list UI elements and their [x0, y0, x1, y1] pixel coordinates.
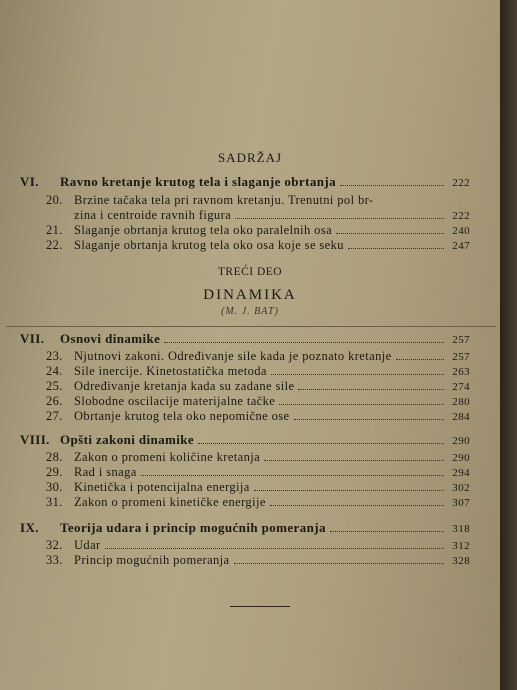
part-title: TREĆI DEO — [217, 266, 283, 278]
toc-chapter-vii — [20, 331, 470, 347]
toc-entry-28 — [46, 450, 470, 465]
toc-entry-26 — [46, 394, 470, 409]
entry-number: VII. — [20, 331, 45, 346]
entry-number: VI. — [20, 174, 39, 189]
dot-leader — [330, 523, 444, 532]
dot-leader — [105, 541, 444, 550]
toc-entry-25 — [46, 379, 470, 394]
entry-title-continued: zina i centroide ravnih figura — [74, 208, 232, 222]
toc-entry-21 — [46, 223, 470, 238]
entry-title: Slobodne oscilacije materijalne tačke — [74, 394, 276, 408]
entry-number: 29. — [46, 465, 63, 479]
page-number: 328 — [452, 555, 470, 567]
entry-title: Opšti zakoni dinamike — [60, 432, 195, 447]
entry-title: Udar — [74, 538, 101, 552]
toc-entry-27 — [46, 409, 470, 424]
dot-leader — [234, 556, 444, 565]
toc-entry-24 — [46, 364, 470, 379]
entry-number: 28. — [46, 450, 63, 464]
toc-entry-31 — [46, 495, 470, 510]
dot-leader — [264, 453, 444, 462]
toc-entry-20 — [46, 193, 470, 208]
page-number: 257 — [452, 334, 470, 346]
entry-number: 27. — [46, 409, 63, 423]
dot-leader — [336, 226, 444, 235]
entry-title: Kinetička i potencijalna energija — [74, 480, 250, 494]
entry-title: Njutnovi zakoni. Određivanje sile kada je poznato kretanje — [74, 349, 392, 363]
entry-number: IX. — [20, 520, 39, 535]
dot-leader — [141, 468, 444, 477]
entry-number: 22. — [46, 238, 63, 252]
entry-number: 24. — [46, 364, 63, 378]
dot-leader — [294, 412, 445, 421]
page-number: 312 — [452, 540, 470, 552]
dot-leader — [254, 483, 444, 492]
entry-title: Brzine tačaka tela pri ravnom kretanju. Trenutni pol br- — [74, 193, 374, 207]
toc-entry-30 — [46, 480, 470, 495]
toc-chapter-vi — [20, 174, 470, 190]
entry-title: Slaganje obrtanja krutog tela oko paralelnih osa — [74, 223, 333, 237]
toc-entry-23 — [46, 349, 470, 364]
entry-number: 20. — [46, 193, 63, 207]
page-number: 294 — [452, 467, 470, 479]
dot-leader — [348, 241, 444, 250]
entry-number: 30. — [46, 480, 63, 494]
entry-title: Zakon o promeni kinetičke energije — [74, 495, 266, 509]
entry-title: Zakon o promeni količine kretanja — [74, 450, 261, 464]
toc-entry-20-continued — [74, 208, 470, 223]
page-number: 290 — [452, 435, 470, 447]
book-edge — [500, 0, 517, 690]
page-number: 274 — [452, 381, 470, 393]
toc-chapter-ix — [20, 520, 470, 536]
page-number: 222 — [452, 177, 470, 189]
page-number: 290 — [452, 452, 470, 464]
entry-title: Princip mogućnih pomeranja — [74, 553, 230, 567]
entry-number: 31. — [46, 495, 63, 509]
page-number: 263 — [452, 366, 470, 378]
dot-leader — [279, 397, 444, 406]
entry-title: Ravno kretanje krutog tela i slaganje obrtanja — [60, 174, 336, 189]
entry-title: Osnovi dinamike — [60, 331, 161, 346]
dot-leader — [271, 367, 444, 376]
toc-entry-33 — [46, 553, 470, 568]
entry-number: 21. — [46, 223, 63, 237]
dot-leader — [298, 382, 444, 391]
entry-title: Sile inercije. Kinetostatička metoda — [74, 364, 267, 378]
dot-leader — [164, 334, 444, 343]
page-number: 280 — [452, 396, 470, 408]
end-rule — [230, 606, 290, 607]
dot-leader — [340, 177, 444, 186]
entry-number: 33. — [46, 553, 63, 567]
toc-chapter-viii — [20, 432, 470, 448]
toc-entry-32 — [46, 538, 470, 553]
dot-leader — [270, 498, 444, 507]
entry-number: 26. — [46, 394, 63, 408]
entry-number: 25. — [46, 379, 63, 393]
entry-number: 23. — [46, 349, 63, 363]
entry-title: Teorija udara i princip mogućnih pomeranja — [60, 520, 326, 535]
page-number: 240 — [452, 225, 470, 237]
page-number: 302 — [452, 482, 470, 494]
part-subtitle: DINAMIKA — [203, 287, 297, 303]
page-number: 307 — [452, 497, 470, 509]
divider — [6, 326, 496, 327]
page-number: 284 — [452, 411, 470, 423]
dot-leader — [235, 211, 444, 220]
page-number: 247 — [452, 240, 470, 252]
part-author: (M. J. BAT) — [221, 306, 279, 317]
dot-leader — [198, 435, 444, 444]
entry-number: VIII. — [20, 432, 50, 447]
page-number: 318 — [452, 523, 470, 535]
entry-title: Obrtanje krutog tela oko nepomične ose — [74, 409, 290, 423]
page-number: 222 — [452, 210, 470, 222]
toc-entry-29 — [46, 465, 470, 480]
entry-title: Rad i snaga — [74, 465, 137, 479]
dot-leader — [396, 352, 444, 361]
entry-number: 32. — [46, 538, 63, 552]
contents-heading: SADRŽAJ — [217, 150, 283, 165]
toc-entry-22 — [46, 238, 470, 253]
entry-title: Slaganje obrtanja krutog tela oko osa koje se seku — [74, 238, 344, 252]
entry-title: Određivanje kretanja kada su zadane sile — [74, 379, 295, 393]
page-number: 257 — [452, 351, 470, 363]
